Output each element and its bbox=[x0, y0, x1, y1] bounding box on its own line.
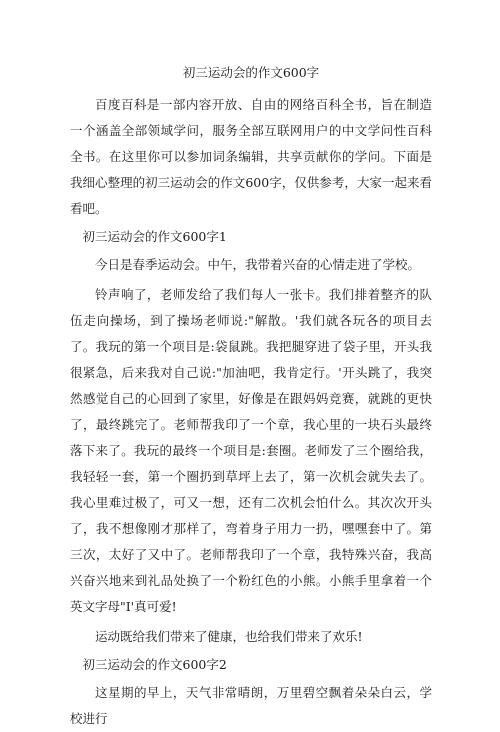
section-1-paragraph-2: 铃声响了，老师发给了我们每人一张卡。我们排着整齐的队伍走向操场，到了操场老师说:"解散。'我们就各玩各的项目去了。我玩的第一个项目是:袋鼠跳。我把腿穿进了袋子里，开头我很紧急，后来我对自己说:"加油吧，我肯定行。'开头跳了，我突然感觉自己的心回到了家里，好像是在跟妈妈竞赛，就跳的更快了，最终跳完了。老师帮我印了一个章，我心里的一块石头最终落下来了。我玩的最终一个项目是:套圈。老师发了三个圈给我，我轻轻一套，第一个圈扔到草坪上去了，第一次机会就失去了。我心里难过极了，可又一想，还有二次机会怕什么。其次次开头了，我不想像刚才那样了，弯着身子用力一扔，嘿嘿套中了。第三次，太好了又中了。老师帮我印了一个章，我特殊兴奋，我高兴奋兴地来到礼品处换了一个粉红色的小熊。小熊手里拿着一个英文字母"I'真可爱! bbox=[70, 287, 432, 614]
section-2-paragraph-1: 这星期的早上，天气非常晴朗，万里碧空飘着朵朵白云，学校进行 bbox=[70, 685, 432, 726]
section-2-heading: 初三运动会的作文600字2 bbox=[82, 657, 227, 672]
section-1-heading: 初三运动会的作文600字1 bbox=[82, 229, 227, 244]
intro-paragraph: 百度百科是一部内容开放、自由的网络百科全书，旨在制造一个涵盖全部领域学问，服务全部互联网用户的中文学问性百科全书。在这里你可以参加词条编辑，共享贡献你的学问。下面是我细心整理的初三运动会的作文600字，仅供参考，大家一起来看看吧。 bbox=[70, 97, 432, 216]
document-title: 初三运动会的作文600字 bbox=[182, 65, 320, 80]
section-1-paragraph-1: 今日是春季运动会。中午，我带着兴奋的心情走进了学校。 bbox=[95, 257, 421, 272]
section-1-paragraph-3: 运动既给我们带来了健康，也给我们带来了欢乐! bbox=[95, 629, 363, 644]
document-page bbox=[70, 62, 432, 732]
